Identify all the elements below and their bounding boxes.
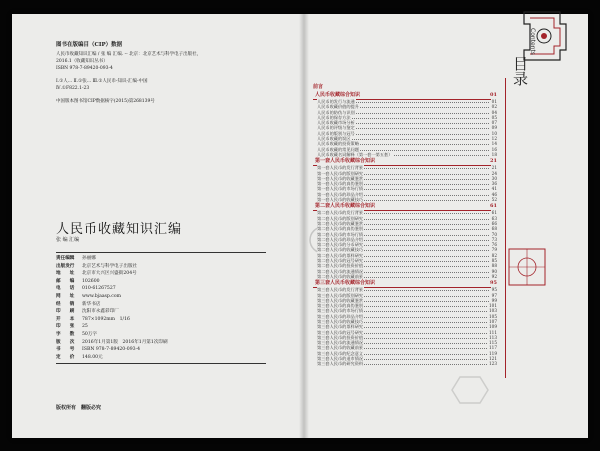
toc-page-number: 107 [489,318,497,324]
colophon-value: 北京市大兴区兴盛街204号 [82,271,137,277]
toc-title: 人民币收藏的常见问题 [317,146,359,152]
toc-title: 第三套人民币的收藏鉴赏 [317,297,364,303]
colophon-row [56,263,266,271]
toc-title: 第二套人民币收藏综合知识 [315,203,376,210]
ornament-medallion-icon [520,10,568,62]
toc-title: 第一套人民币的真伪鉴别 [317,181,364,187]
toc-title: 第二套人民币的冠号研究 [317,258,364,264]
toc-title: 人民币的发行与流通 [317,99,355,104]
table-of-contents [313,84,497,367]
colophon-value: ISBN 978-7-89420-093-4 [82,347,141,353]
toc-page-number: 68 [491,226,497,232]
toc-page-number: 70 [491,231,497,237]
watermark-hexagon-icon [450,375,490,405]
toc-title: 第三套人民币的市场行情 [317,308,364,314]
toc-entry [313,152,497,157]
toc-title: 第二套人民币的收藏技巧 [317,247,364,253]
toc-page-number: 46 [491,191,497,197]
toc-page-number: 79 [491,247,497,253]
colophon-row [56,293,266,301]
colophon-value: 孙丽娜 [82,256,96,261]
colophon-value: 50万字 [82,331,98,337]
colophon-row [56,331,266,339]
colophon-label: 电 话 [56,286,75,292]
toc-page-number: 115 [489,340,497,346]
toc-title: 人民币的防伪与识别 [317,109,355,115]
colophon-value: 102600 [82,278,100,284]
toc-title: 第二套人民币的珍品介绍 [317,236,364,242]
cip-line: 2016.1（收藏知识丛书） [56,59,108,64]
toc-page-number: 95 [491,287,497,293]
toc-page-number: 85 [491,258,497,264]
toc-title: 第一套人民币收藏综合知识 [315,158,376,165]
toc-page-number: 99 [491,297,497,303]
toc-page-number: 61 [490,203,497,210]
toc-title: 人民币收藏的误区 [317,136,351,142]
colophon-label: 版 次 [56,339,75,345]
toc-page-number: 101 [489,303,497,309]
toc-page-number: 52 [491,197,497,203]
toc-title: 第三套人民币的冠号研究 [317,329,364,335]
colophon-row [56,308,266,316]
book-title: 人民币收藏知识汇编 [56,222,183,237]
colophon-label: 地 址 [56,271,75,277]
colophon-value: 北京艺术与科学电子出版社 [82,263,138,269]
toc-page-number: 30 [491,175,497,181]
frame-divider [505,78,506,378]
toc-page-number: 01 [491,99,497,104]
cip-line: Ⅰ.①人… Ⅱ.①张… Ⅲ.①人民币-知识-汇编-中国 [56,79,148,84]
colophon-value: 新华书店 [82,301,101,307]
toc-page-number: 16 [491,146,497,152]
toc-page-number: 09 [491,125,497,131]
toc-title: 第三套人民币的研究资料 [317,361,364,367]
toc-title: 第一套人民币的市场行情 [317,186,364,192]
toc-title: 第二套人民币的收藏鉴赏 [317,220,364,226]
colophon-value: 2016年1月第1版 2016年1月第1次印刷 [82,339,168,345]
colophon-label: 定 价 [56,354,75,360]
copyright-notice: 版权所有 翻版必究 [56,405,102,411]
toc-page-number: 123 [489,361,497,367]
toc-page-number: 04 [491,109,497,115]
colophon-label: 出版发行 [56,263,75,269]
toc-title: 第二套人民币的版别研究 [317,215,364,221]
colophon-value: 148.00元 [82,354,103,360]
toc-title: 第三套人民币的发行背景 [317,287,364,293]
toc-entry [313,361,497,366]
toc-page-number: 18 [491,151,497,157]
toc-part-heading [313,280,497,287]
toc-page-number: 21 [491,165,497,171]
toc-title: 第二套人民币的收藏前景 [317,273,364,279]
colophon-row [56,354,266,362]
toc-part-heading [313,203,497,210]
toc-title: 第一套人民币的收藏技巧 [317,197,364,203]
toc-entry [313,274,497,279]
toc-title: 第二套人民币的票样研究 [317,252,364,258]
toc-title: 第一套人民币的收藏鉴赏 [317,175,364,181]
toc-page-number: 63 [491,215,497,221]
toc-part-heading [313,158,497,165]
colophon-label: 开 本 [56,316,75,322]
toc-title: 第二套人民币的分币研究 [317,242,364,248]
colophon-value: 787×1092mm 1/16 [82,316,130,322]
toc-title: 第三套人民币的票样研究 [317,324,364,330]
toc-page-number: 73 [491,236,497,242]
toc-page-number: 41 [491,186,497,192]
toc-page-number: 90 [491,268,497,274]
toc-title: 人民币的保存方法 [317,114,351,120]
colophon-value: www.bjaasp.com [82,293,122,299]
toc-page-number: 05 [491,114,497,120]
colophon-row [56,301,266,309]
colophon-label: 网 址 [56,293,75,299]
cip-line: 人民币收藏知识汇编 / 张 编 汇编. -- 北京：北京艺术与科学电子出版社， [56,52,202,57]
toc-page-number: 97 [491,292,497,298]
toc-title: 第二套人民币的真伪鉴别 [317,226,364,232]
toc-page-number: 109 [489,324,497,330]
toc-page-number: 76 [491,242,497,248]
toc-title: 第二套人民币的流通情况 [317,268,364,274]
colophon-row [56,323,266,331]
toc-title: 第二套人民币的市场行情 [317,231,364,237]
toc-title: 第三套人民币的纪念意义 [317,350,364,356]
colophon-label: 邮 编 [56,278,75,284]
colophon-label: 责任编辑 [56,256,75,261]
cip-line: ISBN 978-7-89420-093-4 [56,66,113,71]
toc-title: 第三套人民币的收藏技巧 [317,318,364,324]
toc-title: 人民币收藏价值的提升 [317,104,359,110]
colophon-row [56,316,266,324]
toc-title: 第二套人民币的投资价值 [317,263,364,269]
toc-title: 第三套人民币的退市情况 [317,356,364,362]
colophon-row [56,346,266,354]
colophon-value: 沈阳市永鑫彩印厂 [82,309,119,315]
colophon-label: 字 数 [56,331,75,337]
toc-title: 第三套人民币的投资价值 [317,334,364,340]
toc-page-number: 21 [490,158,497,165]
cip-line: Ⅳ.①F822.1-23 [56,86,90,91]
cip-title: 图书在版编目（CIP）数据 [56,42,123,48]
colophon-row [56,270,266,278]
colophon-row [56,255,266,263]
toc-title: 第三套人民币收藏综合知识 [315,280,376,287]
toc-page-number: 66 [491,220,497,226]
toc-preface: 前言 [313,84,324,90]
toc-page-number: 105 [489,313,497,319]
cip-record: 中国版本图书馆CIP数据核字(2015)第268139号 [56,99,155,104]
toc-title: 人民币收藏的投资策略 [317,141,359,147]
ornament-pattern-icon [505,245,549,289]
toc-title: 第三套人民币的真伪鉴别 [317,303,364,309]
toc-page-number: 02 [491,104,497,110]
toc-title: 人民币的版别与冠号 [317,130,355,136]
toc-title: 人民币的评级与鉴定 [317,125,355,131]
toc-page-number: 92 [491,273,497,279]
colophon-row [56,285,266,293]
toc-page-number: 01 [490,92,497,98]
toc-page-number: 36 [491,181,497,187]
toc-page-number: 111 [489,329,497,335]
book-editor: 张 编 汇编 [56,237,80,243]
toc-page-number: 88 [491,263,497,269]
toc-page-number: 82 [491,252,497,258]
toc-page-number: 07 [491,120,497,126]
toc-title: 第三套人民币的收藏前景 [317,345,364,351]
colophon-value: 010-61267527 [82,286,116,292]
toc-entry [313,197,497,202]
colophon-label: 印 张 [56,324,75,330]
colophon-row [56,278,266,286]
toc-title: 第三套人民币的版别研究 [317,292,364,298]
toc-title: 人民币收藏综合知识 [315,92,361,98]
toc-part-heading [313,92,497,99]
toc-title: 人民币收藏市场分析 [317,120,355,126]
toc-page-number: 12 [491,136,497,142]
toc-title: 人民币收藏名词解释（第一套一第五套） [317,151,393,157]
toc-title: 第一套人民币的珍品介绍 [317,191,364,197]
colophon-label: 经 销 [56,301,75,307]
toc-heading: 目录 [511,56,529,86]
toc-title: 第三套人民币的流通情况 [317,340,364,346]
cip-block [56,40,256,105]
toc-page-number: 103 [489,308,497,314]
contents-label: Contents [529,28,536,55]
toc-page-number: 95 [490,280,497,287]
colophon-table [56,252,266,364]
toc-page-number: 119 [489,350,497,356]
toc-page-number: 14 [491,141,497,147]
colophon-value: 25 [82,324,88,330]
toc-page-number: 10 [491,130,497,136]
toc-title: 第二套人民币的发行背景 [317,210,364,216]
toc-page-number: 24 [491,170,497,176]
toc-page-number: 121 [489,356,497,362]
toc-page-number: 61 [491,210,497,216]
colophon-row [56,339,266,347]
toc-title: 第一套人民币的发行背景 [317,165,364,171]
toc-title: 第三套人民币的珍品介绍 [317,313,364,319]
toc-page-number: 113 [489,334,497,340]
toc-page-number: 117 [489,345,497,351]
colophon-label: 印 刷 [56,309,75,315]
colophon-label: 书 号 [56,347,75,353]
toc-title: 第一套人民币的版别研究 [317,170,364,176]
